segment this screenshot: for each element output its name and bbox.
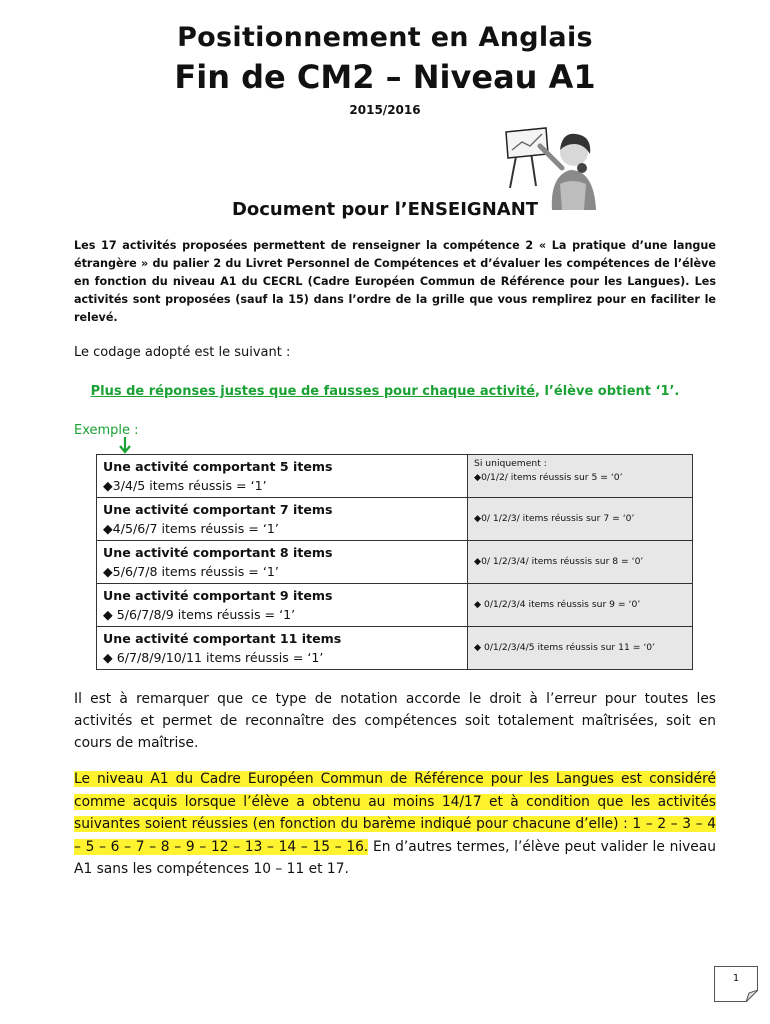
table-cell-success — [97, 627, 468, 670]
page-number: 1 — [732, 973, 740, 984]
table-cell-success — [97, 455, 468, 498]
fail-rule: ◆ 0/1/2/3/4 items réussis sur 9 = ‘0’ — [468, 584, 693, 627]
table-cell-success — [97, 498, 468, 541]
activity-title: Une activité comportant 11 items — [103, 631, 342, 646]
activity-title: Une activité comportant 8 items — [103, 545, 333, 560]
table-row — [97, 455, 693, 498]
highlighted-text: Le niveau A1 du Cadre Européen Commun de Référence pour les Langues est considéré comme acquis lorsque l’élève a obtenu au moins 14/17 et à condition que les activités suivantes soient réussies (en fonction du barème indiqué pour chacune d’elle) : 1 – 2 – 3 – 4 – 5 – 6 – 7 – 8 – 9 – 12 – 13 – 14 – 15 – 16. — [74, 771, 716, 855]
success-rule: ◆5/6/7/8 items réussis = ‘1’ — [103, 564, 279, 579]
activity-title: Une activité comportant 5 items — [103, 459, 333, 474]
scoring-rule — [0, 384, 770, 399]
title-line-1: Positionnement en Anglais — [177, 22, 593, 53]
intro-paragraph: Les 17 activités proposées permettent de renseigner la compétence 2 « La pratique d’une langue étrangère » du palier 2 du Livret Personnel de Compétences et d’évaluer les compétences de l’élève en fonction du niveau A1 du CECRL (Cadre Européen Commun de Référence pour les Langues). Les activités sont proposées (sauf la 15) dans l’ordre de la grille que vous remplirez pour en faciliter le relevé. — [74, 239, 716, 324]
table-cell-success — [97, 584, 468, 627]
coding-intro: Le codage adopté est le suivant : — [74, 345, 291, 360]
document-subtitle: Document pour l’ENSEIGNANT — [231, 199, 539, 220]
success-rule: ◆ 5/6/7/8/9 items réussis = ‘1’ — [103, 607, 296, 622]
coding-table — [96, 454, 693, 670]
down-arrow-icon — [118, 436, 132, 454]
success-rule: ◆3/4/5 items réussis = ‘1’ — [103, 478, 267, 493]
a1-validation-note — [74, 768, 716, 881]
example-label: Exemple : — [74, 423, 139, 438]
fail-rule: ◆ 0/1/2/3/4/5 items réussis sur 11 = ‘0’ — [468, 627, 693, 670]
fail-rule: ◆0/ 1/2/3/4/ items réussis sur 8 = ‘0’ — [468, 541, 693, 584]
table-cell-success — [97, 541, 468, 584]
activity-title: Une activité comportant 7 items — [103, 502, 333, 517]
notation-remark: Il est à remarquer que ce type de notation accorde le droit à l’erreur pour toutes les activités et permet de reconnaître des compétences soit totalement maîtrisées, soit en cours de maîtrise. — [74, 691, 716, 751]
table-row — [97, 627, 693, 670]
success-rule: ◆4/5/6/7 items réussis = ‘1’ — [103, 521, 279, 536]
page-curl-icon — [746, 990, 758, 1002]
activity-title: Une activité comportant 9 items — [103, 588, 333, 603]
page-number-box — [714, 966, 758, 1002]
table-row — [97, 498, 693, 541]
success-rule: ◆ 6/7/8/9/10/11 items réussis = ‘1’ — [103, 650, 324, 665]
scoring-rule-rest: , l’élève obtient ‘1’. — [535, 384, 680, 399]
table-row — [97, 541, 693, 584]
fail-rule: ◆0/ 1/2/3/ items réussis sur 7 = ‘0’ — [468, 498, 693, 541]
table-row — [97, 584, 693, 627]
fail-rule: Si uniquement : ◆0/1/2/ items réussis sur 5 = ‘0’ — [468, 455, 693, 498]
teacher-presenting-board-icon — [500, 124, 600, 210]
scoring-rule-underlined: Plus de réponses justes que de fausses pour chaque activité — [90, 384, 536, 399]
title-line-2: Fin de CM2 – Niveau A1 — [174, 58, 596, 96]
school-year: 2015/2016 — [349, 103, 421, 117]
plain-text: En d’autres termes, l’élève peut valider le niveau A1 sans les compétences 10 – 11 et 17. — [74, 838, 716, 877]
